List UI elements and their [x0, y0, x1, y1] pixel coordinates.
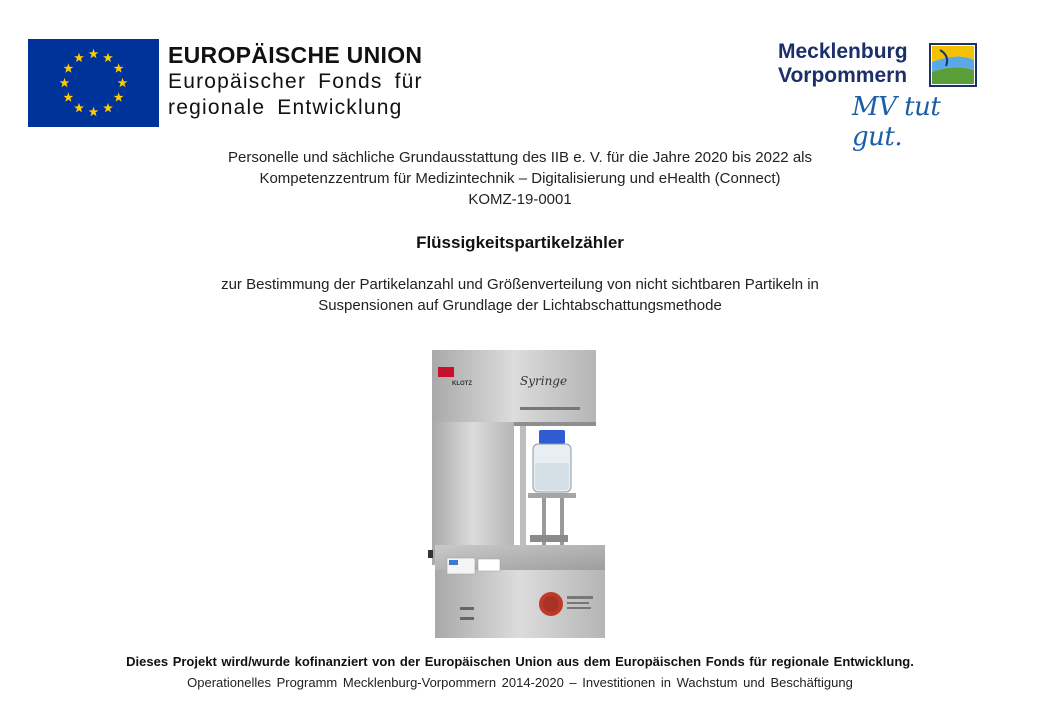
- mv-logo: [778, 40, 988, 152]
- eu-star-icon: [103, 103, 113, 112]
- eu-title: EUROPÄISCHE UNION: [168, 42, 423, 68]
- eu-star-icon: [63, 63, 73, 72]
- footer-funding-note: Dieses Projekt wird/wurde kofinanziert von der Europäischen Union aus dem Europäischen Fonds für regionale Entwicklung.: [126, 654, 914, 669]
- mv-logo-line2: Vorpommern: [778, 64, 908, 87]
- mv-logo-line1: Mecklenburg: [778, 40, 908, 63]
- eu-flag: [28, 39, 159, 127]
- particle-counter-illustration: [420, 345, 620, 641]
- eu-subtitle-line1: Europäischer Fonds für: [168, 70, 423, 93]
- mv-slogan: MV tut gut.: [852, 92, 941, 152]
- description-line2: Suspensionen auf Grundlage der Lichtabschattungsmethode: [318, 297, 722, 314]
- eu-star-icon: [89, 49, 99, 58]
- description-line1: zur Bestimmung der Partikelanzahl und Größenverteilung von nicht sichtbaren Partikeln in: [221, 276, 819, 293]
- eu-star-icon: [89, 107, 99, 116]
- intro-line2: Kompetenzzentrum für Medizintechnik – Digitalisierung und eHealth (Connect): [259, 170, 781, 187]
- page-title: Flüssigkeitspartikelzähler: [416, 233, 624, 252]
- intro-line1: Personelle und sächliche Grundausstattung des IIB e. V. für die Jahre 2020 bis 2022 als: [228, 149, 812, 166]
- device-brand: KLOTZ: [452, 381, 472, 387]
- intro-text: [0, 147, 1040, 210]
- eu-star-icon: [74, 53, 84, 62]
- intro-line3: KOMZ-19-0001: [468, 191, 572, 208]
- eu-stars-icon: [28, 39, 159, 127]
- device-image: [420, 345, 620, 641]
- description: [0, 274, 1040, 316]
- device-model: Syringe: [520, 374, 568, 388]
- eu-star-icon: [114, 63, 124, 72]
- eu-star-icon: [103, 53, 113, 62]
- eu-star-icon: [114, 92, 124, 101]
- footer-program-note: Operationelles Programm Mecklenburg-Vorpommern 2014-2020 – Investitionen in Wachstum und Beschäftigung: [187, 675, 853, 690]
- eu-star-icon: [63, 92, 73, 101]
- eu-star-icon: [74, 103, 84, 112]
- mv-emblem-icon: [928, 42, 978, 88]
- eu-star-icon: [60, 78, 70, 87]
- eu-star-icon: [118, 78, 128, 87]
- eu-subtitle-line2: regionale Entwicklung: [168, 96, 403, 119]
- eu-text-block: [168, 41, 423, 121]
